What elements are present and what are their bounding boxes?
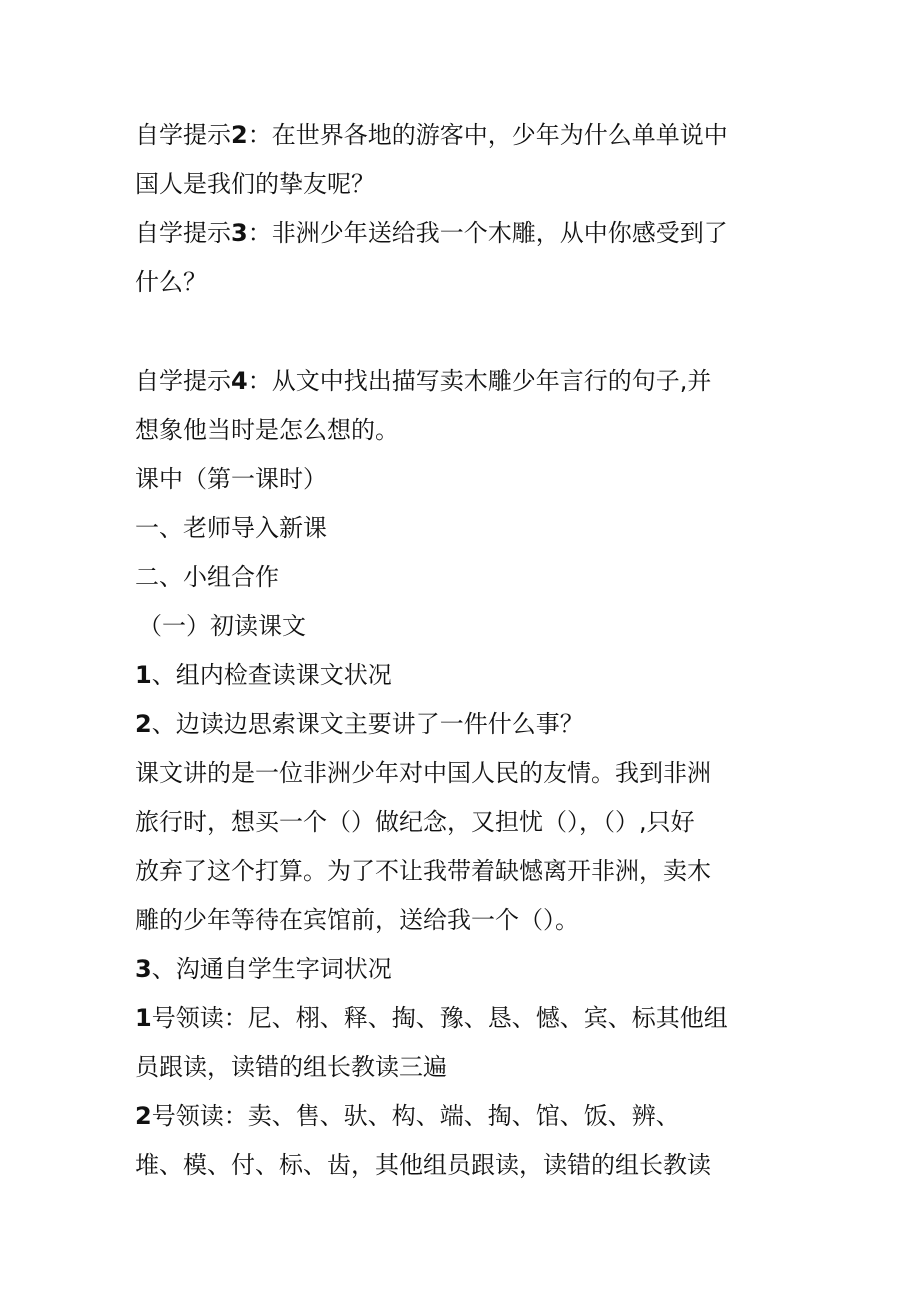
section-2-heading: 二、小组合作 bbox=[135, 563, 279, 591]
tip-3-line-1: 自学提示3：非洲少年送给我一个木雕，从中你感受到了 bbox=[135, 219, 728, 247]
reader-2-line-1: 2号领读：卖、售、驮、构、端、掏、馆、饭、辨、 bbox=[135, 1102, 680, 1130]
tip-4-line-2: 想象他当时是怎么想的。 bbox=[135, 416, 399, 444]
reader-2-line-2: 堆、模、付、标、齿，其他组员跟读，读错的组长教读 bbox=[135, 1151, 711, 1179]
step-3: 3、沟通自学生字词状况 bbox=[135, 955, 392, 983]
reader-1-line-1: 1号领读：尼、栩、释、掏、豫、恳、憾、宾、标其他组 bbox=[135, 1004, 728, 1032]
tip-4-line-1: 自学提示4：从文中找出描写卖木雕少年言行的句子,并 bbox=[135, 367, 712, 395]
summary-line-3: 放弃了这个打算。为了不让我带着缺憾离开非洲，卖木 bbox=[135, 857, 711, 885]
step-2: 2、边读边思索课文主要讲了一件什么事？ bbox=[135, 710, 584, 738]
step-1: 1、组内检查读课文状况 bbox=[135, 661, 392, 689]
reader-1-line-2: 员跟读，读错的组长教读三遍 bbox=[135, 1053, 447, 1081]
summary-line-4: 雕的少年等待在宾馆前，送给我一个（）。 bbox=[135, 906, 579, 934]
tip-2-line-2: 国人是我们的挚友呢？ bbox=[135, 170, 375, 198]
subsection-1-heading: （一）初读课文 bbox=[138, 612, 306, 640]
summary-line-2: 旅行时，想买一个（）做纪念，又担忧（），（）,只好 bbox=[135, 808, 695, 836]
section-1-heading: 一、老师导入新课 bbox=[135, 514, 327, 542]
tip-3-line-2: 什么？ bbox=[135, 268, 207, 296]
lesson-heading: 课中（第一课时） bbox=[135, 465, 327, 493]
summary-line-1: 课文讲的是一位非洲少年对中国人民的友情。我到非洲 bbox=[135, 759, 711, 787]
tip-2-line-1: 自学提示2：在世界各地的游客中，少年为什么单单说中 bbox=[135, 121, 728, 149]
